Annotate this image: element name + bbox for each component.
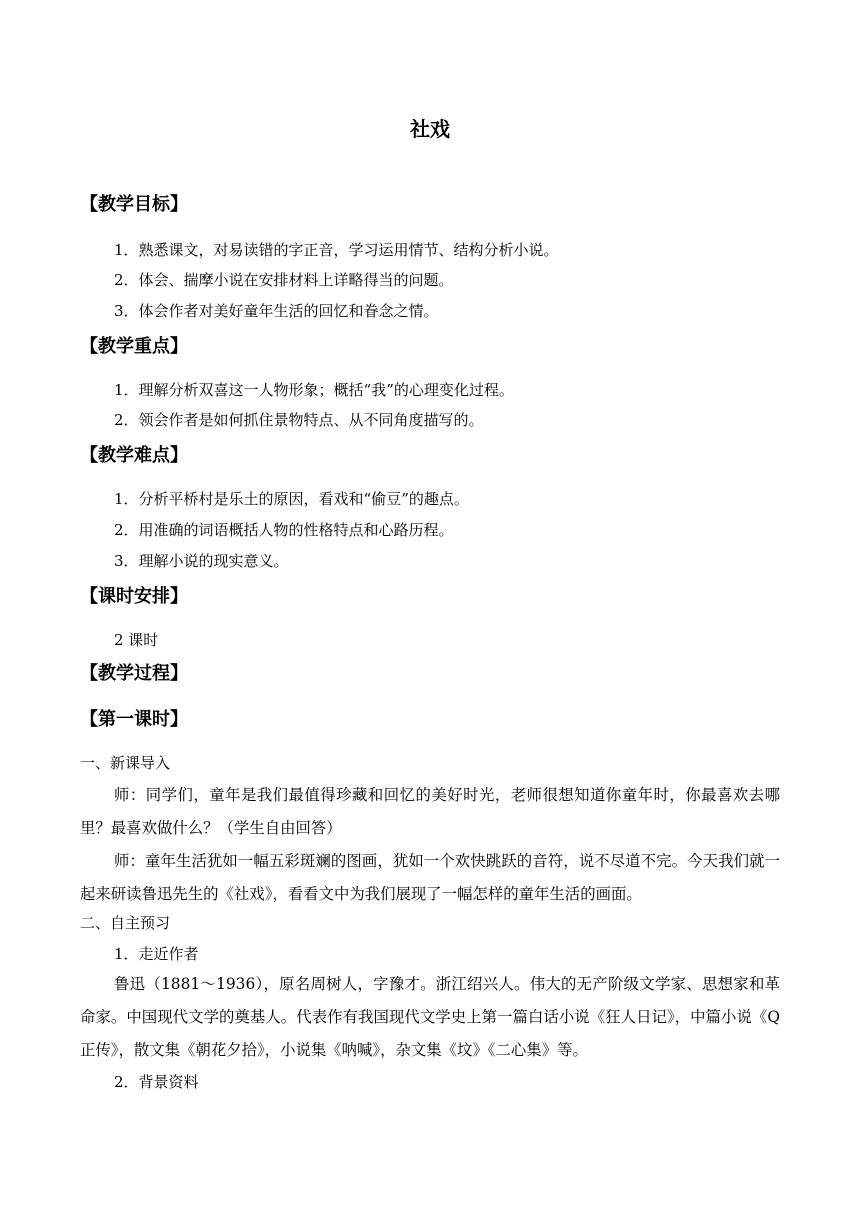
section-label-preview: 二、自主预习 — [80, 914, 171, 932]
subheading-author: 1．走近作者 — [114, 945, 199, 963]
key-point-item-1: 1．理解分析双喜这一人物形象；概括“我”的心理变化过程。 — [114, 381, 514, 399]
heading-process: 【教学过程】 — [80, 663, 188, 684]
objective-item-3: 3．体会作者对美好童年生活的回忆和眷念之情。 — [114, 302, 439, 320]
heading-objectives: 【教学目标】 — [80, 194, 188, 215]
section-label-intro: 一、新课导入 — [80, 754, 171, 772]
difficulty-item-1: 1．分析平桥村是乐土的原因，看戏和“偷豆”的趣点。 — [114, 490, 469, 508]
heading-schedule: 【课时安排】 — [80, 586, 188, 607]
intro-paragraph-1: 师：同学们，童年是我们最值得珍藏和回忆的美好时光，老师很想知道你童年时，你最喜欢去哪里？最喜欢做什么？（学生自由回答） — [80, 786, 780, 837]
objective-item-1: 1．熟悉课文，对易读错的字正音，学习运用情节、结构分析小说。 — [114, 241, 559, 259]
objective-item-2: 2．体会、揣摩小说在安排材料上详略得当的问题。 — [114, 271, 454, 289]
heading-first-lesson: 【第一课时】 — [80, 709, 188, 730]
difficulty-item-3: 3．理解小说的现实意义。 — [114, 552, 289, 570]
difficulty-item-2: 2．用准确的词语概括人物的性格特点和心路历程。 — [114, 521, 454, 539]
author-paragraph: 鲁迅（1881～1936），原名周树人，字豫才。浙江绍兴人。伟大的无产阶级文学家、思想家和革命家。中国现代文学的奠基人。代表作有我国现代文学史上第一篇白话小说《狂人日记》，中篇小说《Q 正传》，散文集《朝花夕拾》，小说集《呐喊》，杂文集《坟》《二心集》等。 — [80, 975, 780, 1059]
page-title: 社戏 — [410, 117, 450, 141]
heading-difficulties: 【教学难点】 — [80, 445, 188, 466]
heading-key-points: 【教学重点】 — [80, 336, 188, 357]
schedule-text: 2 课时 — [114, 631, 159, 649]
subheading-background: 2．背景资料 — [114, 1073, 199, 1091]
key-point-item-2: 2．领会作者是如何抓住景物特点、从不同角度描写的。 — [114, 411, 484, 429]
intro-paragraph-2: 师：童年生活犹如一幅五彩斑斓的图画，犹如一个欢快跳跃的音符，说不尽道不完。今天我们就一起来研读鲁迅先生的《社戏》，看看文中为我们展现了一幅怎样的童年生活的画面。 — [80, 852, 780, 903]
